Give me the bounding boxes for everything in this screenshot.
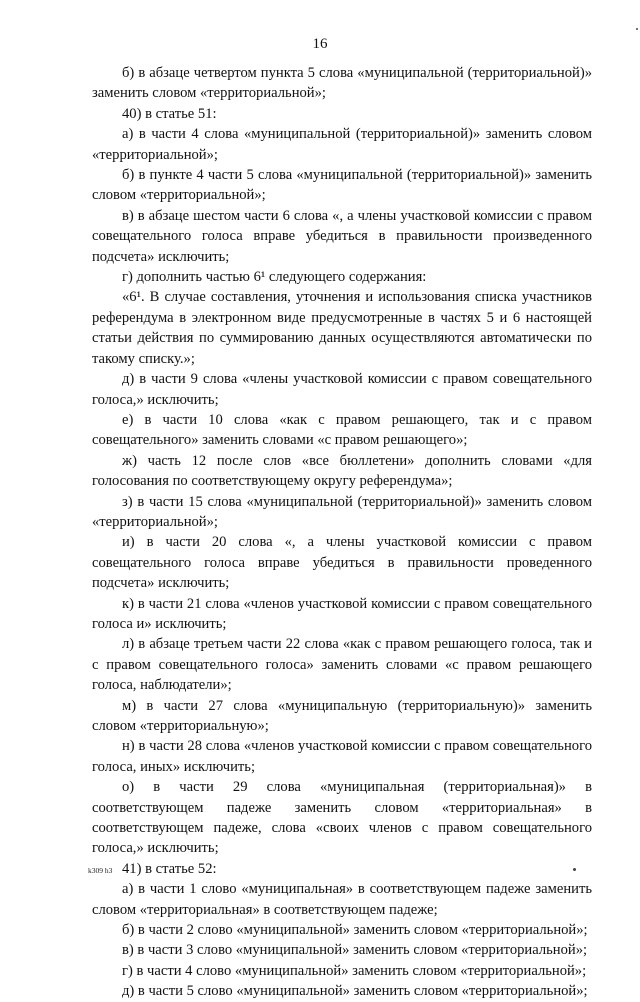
paragraph: н) в части 28 слова «членов участковой комиссии с правом совещательного голоса, иных» исключить; <box>92 738 592 775</box>
paragraph: б) в абзаце четвертом пункта 5 слова «муниципальной (территориальной)» заменить словом «территориальной»; <box>92 65 592 102</box>
footer-code: k309 h3 <box>88 866 113 875</box>
paragraph: д) в части 9 слова «члены участковой комиссии с правом совещательного голоса,» исключить; <box>92 371 592 408</box>
document-body <box>92 63 592 1002</box>
paragraph: з) в части 15 слова «муниципальной (территориальной)» заменить словом «территориальной»; <box>92 493 592 530</box>
paragraph: б) в части 2 слово «муниципальной» заменить словом «территориальной»; <box>122 922 588 939</box>
paragraph: «6¹. В случае составления, уточнения и использования списка участников референдума в электронном виде предусмотренные в частях 5 и 6 настоящей статьи действия по суммированию данных осуществляются автоматически по такому списку.»; <box>92 289 592 367</box>
paragraph: ж) часть 12 после слов «все бюллетени» дополнить словами «для голосования по соответствующему округу референдума»; <box>92 452 592 490</box>
paragraph: 41) в статье 52: <box>122 860 217 877</box>
paragraph: г) дополнить частью 6¹ следующего содержания: <box>122 269 427 286</box>
scan-artifact <box>573 868 576 871</box>
paragraph: д) в части 5 слово «муниципальной» заменить словом «территориальной»; <box>122 983 588 1000</box>
paragraph: л) в абзаце третьем части 22 слова «как с правом решающего голоса, так и с правом совещательного голоса» заменить словами «с правом решающего голоса, наблюдатели»; <box>92 636 592 694</box>
scan-artifact <box>636 28 638 30</box>
paragraph: в) в части 3 слово «муниципальной» заменить словом «территориальной»; <box>122 942 588 959</box>
paragraph: г) в части 4 слово «муниципальной» заменить словом «территориальной»; <box>122 962 587 979</box>
paragraph: и) в части 20 слова «, а члены участковой комиссии с правом совещательного голоса вправе убедиться в правильности проведенного подсчета» исключить; <box>92 534 592 592</box>
paragraph: о) в части 29 слова «муниципальная (территориальная)» в соответствующем падеже заменить словом «территориальная» в соответствующем падеже, слова «своих членов с правом совещательного голоса,» исключить; <box>92 779 592 857</box>
paragraph: а) в части 4 слова «муниципальной (территориальной)» заменить словом «территориальной»; <box>92 126 592 163</box>
paragraph: е) в части 10 слова «как с правом решающего, так и с правом совещательного» заменить словами «с правом решающего»; <box>92 411 592 449</box>
paragraph: м) в части 27 слова «муниципальную (территориальную)» заменить словом «территориальную»; <box>92 697 592 734</box>
paragraph: а) в части 1 слово «муниципальная» в соответствующем падеже заменить словом «территориальная» в соответствующем падеже; <box>92 881 592 918</box>
paragraph: в) в абзаце шестом части 6 слова «, а члены участковой комиссии с правом совещательного голоса вправе убедиться в правильности произведенного подсчета» исключить; <box>92 207 592 265</box>
page-number: 16 <box>312 36 328 52</box>
paragraph: 40) в статье 51: <box>122 105 217 122</box>
paragraph: к) в части 21 слова «членов участковой комиссии с правом совещательного голоса и» исключить; <box>92 595 592 632</box>
paragraph: б) в пункте 4 части 5 слова «муниципальной (территориальной)» заменить словом «территориальной»; <box>92 167 592 204</box>
